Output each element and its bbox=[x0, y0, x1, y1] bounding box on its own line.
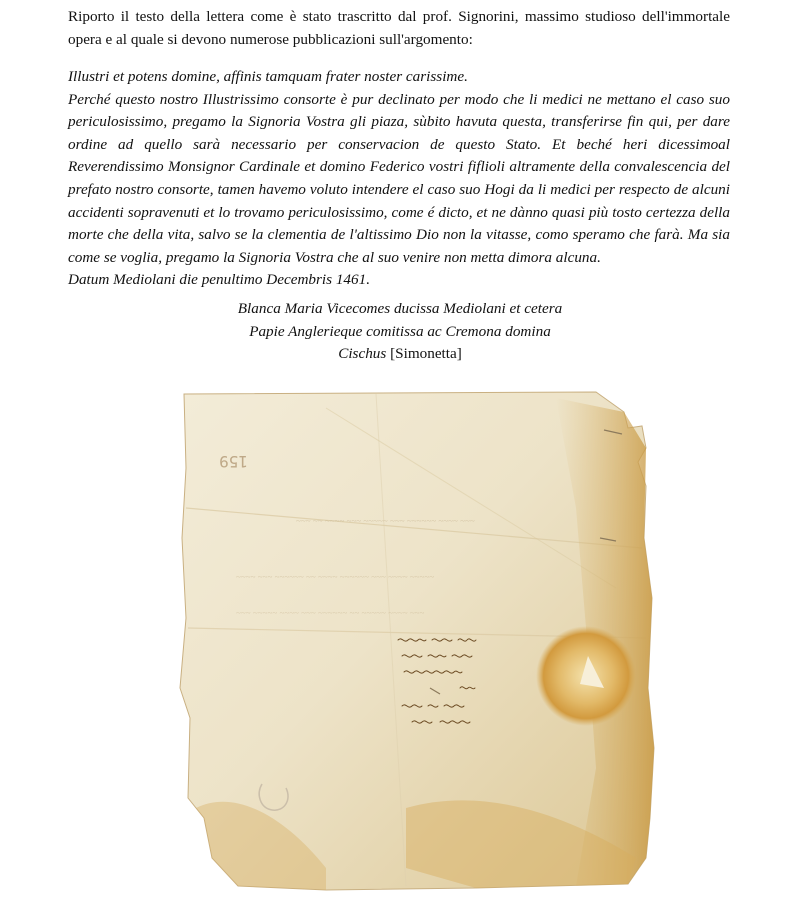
svg-text:~~~ ~~ ~~~~ ~~~ ~~~~~ ~~~ ~~~~: ~~~ ~~ ~~~~ ~~~ ~~~~~ ~~~ ~~~~~~ ~~~~ ~~~ bbox=[296, 516, 475, 526]
svg-text:~~~~ ~~~ ~~~~~~ ~~ ~~~~ ~~~~~~: ~~~~ ~~~ ~~~~~~ ~~ ~~~~ ~~~~~~ ~~~ ~~~~ ~~~~~ bbox=[236, 572, 435, 582]
intro-paragraph: Riporto il testo della lettera come è stato trascritto dal prof. Signorini, massimo studioso dell'immortale opera e al quale si devono numerose pubblicazioni sull'argomento: bbox=[68, 8, 730, 48]
signature-line-3 bbox=[0, 343, 800, 366]
svg-text:~~~ ~~~~~ ~~~~ ~~~ ~~~~~~ ~~ ~: ~~~ ~~~~~ ~~~~ ~~~ ~~~~~~ ~~ ~~~~~ ~~~~ ~~~ bbox=[236, 608, 425, 618]
letter-signature bbox=[0, 298, 800, 366]
letter-date: Datum Mediolani die penultimo Decembris 1461. bbox=[68, 271, 371, 289]
letter-body: Perché questo nostro Illustrissimo consorte è pur declinato per modo che li medici ne mettano el caso suo periculosissimo, pregamo la Signoria Vostra gli piaza, sùbito havuta questa, transferirse fin qui, per dare ordine ad quello sarà necessario per conservacion de questo Stato. Et beché heri dicessimoal Reverendissimo Monsignor Cardinale et domino Federico vostri fiflioli altramente della convalescencia del prefato nostro consorte, tamen havemo voluto intendere el caso suo Hogi da li medici per respecto de alcuni accidenti sopravenuti et lo trovamo periculosissimo, come é dicto, et ne dànno quasi più tosto certezza della morte che della vita, salvo se la clementia de l'altissimo Dio non la vitasse, como speramo che farà. Ma sia come se voglia, pregamo la Signoria Vostra che al suo venire non metta dimora alcuna. bbox=[68, 90, 730, 266]
signature-line-2: Papie Anglerieque comitissa ac Cremona domina bbox=[249, 322, 551, 340]
letter-salutation: Illustri et potens domine, affinis tamquam frater noster carissime. bbox=[68, 68, 468, 85]
signature-name: Cischus bbox=[338, 345, 387, 363]
signature-line-1: Blanca Maria Vicecomes ducissa Mediolani et cetera bbox=[237, 300, 563, 317]
archive-number: 159 bbox=[219, 452, 248, 471]
signature-bracket: [Simonetta] bbox=[390, 345, 462, 363]
letter-transcription bbox=[68, 66, 730, 292]
letter-photograph bbox=[176, 388, 686, 894]
